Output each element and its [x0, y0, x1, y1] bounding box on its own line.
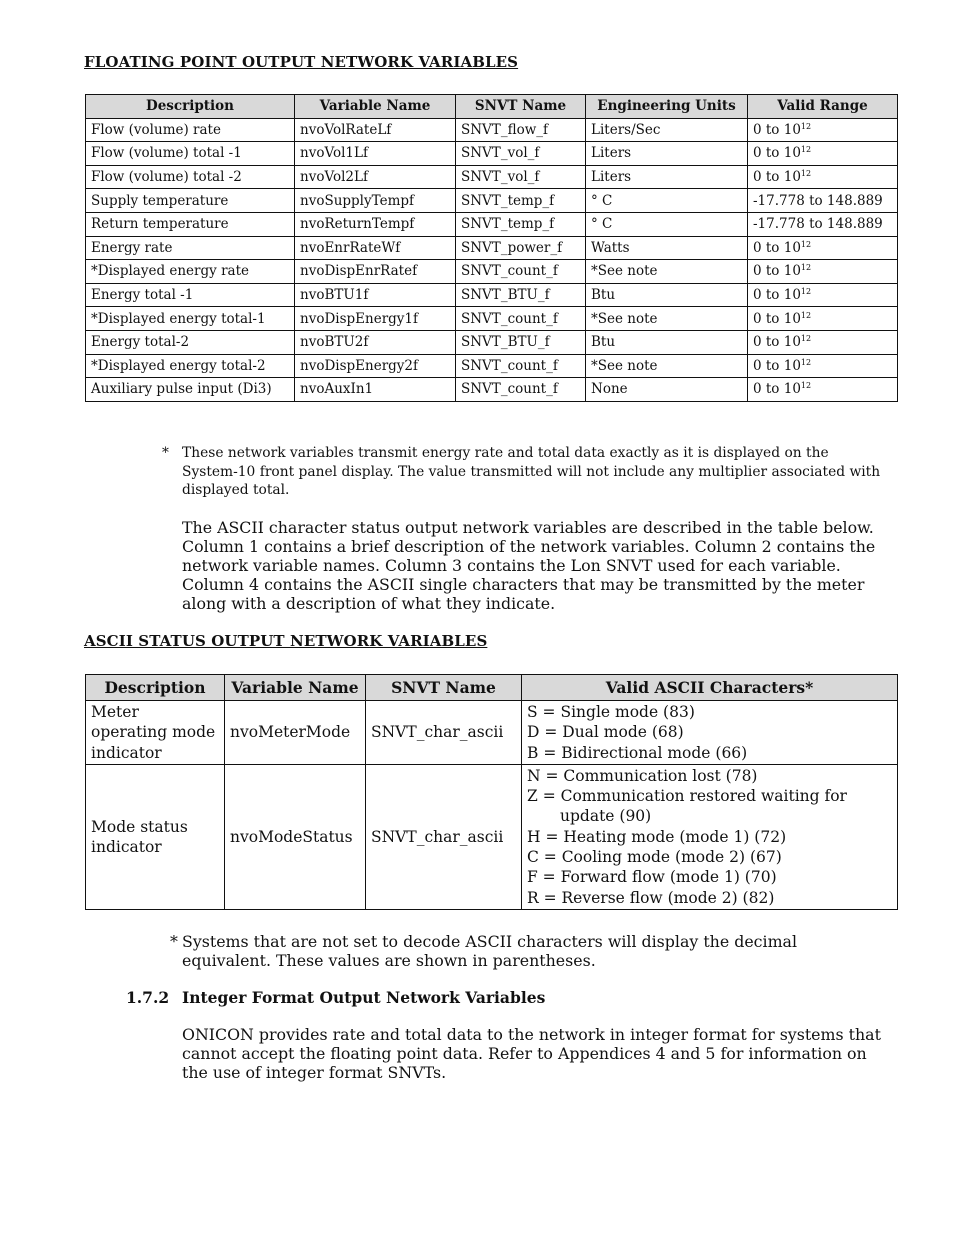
float-section-heading: FLOATING POINT OUTPUT NETWORK VARIABLES [84, 53, 519, 71]
ascii-section-heading: ASCII STATUS OUTPUT NETWORK VARIABLES [84, 632, 488, 650]
description-cell: *Displayed energy total-2 [86, 354, 295, 378]
column-header: SNVT Name [366, 675, 522, 701]
footnote-text: Systems that are not set to decode ASCII characters will display the decimal equivalent. These values are shown in parentheses. [182, 932, 798, 970]
engineering-units-cell: *See note [586, 307, 748, 331]
valid-range-cell [748, 307, 898, 331]
valid-range-cell [748, 212, 898, 236]
table-row [86, 165, 898, 189]
table-row [86, 118, 898, 142]
variable-name-cell: nvoReturnTempf [295, 212, 456, 236]
table-row [86, 260, 898, 284]
valid-range-cell [748, 236, 898, 260]
ascii-character-item: B = Bidirectional mode (66) [527, 743, 748, 762]
range-value: -17.778 to 148.889 [753, 192, 883, 209]
range-exponent: 12 [800, 381, 812, 391]
variable-name-cell: nvoDispEnergy1f [295, 307, 456, 331]
table-row [86, 283, 898, 307]
table-row [86, 330, 898, 354]
valid-characters-cell [522, 701, 898, 765]
engineering-units-cell: Btu [586, 283, 748, 307]
table-row [86, 189, 898, 213]
snvt-name-cell: SNVT_vol_f [456, 142, 586, 166]
valid-characters-cell [522, 764, 898, 909]
range-value: 0 to 10 [753, 263, 801, 280]
valid-range-cell [748, 283, 898, 307]
description-cell: Energy total -1 [86, 283, 295, 307]
valid-range-cell [748, 189, 898, 213]
engineering-units-cell: ° C [586, 189, 748, 213]
column-header: Description [86, 675, 225, 701]
snvt-name-cell: SNVT_char_ascii [366, 701, 522, 765]
variable-name-cell: nvoBTU2f [295, 330, 456, 354]
snvt-name-cell: SNVT_count_f [456, 354, 586, 378]
snvt-name-cell: SNVT_char_ascii [366, 764, 522, 909]
floating-point-table [85, 94, 898, 402]
range-value: -17.778 to 148.889 [753, 216, 883, 233]
range-value: 0 to 10 [753, 357, 801, 374]
range-value: 0 to 10 [753, 145, 801, 162]
variable-name-cell: nvoSupplyTempf [295, 189, 456, 213]
ascii-intro-paragraph: The ASCII character status output network variables are described in the table below. Column 1 contains a brief description of the network variables. Column 2 contains the network variable names. Column 3 contains the Lon SNVT used for each variable. Column 4 contains the ASCII single characters that may be transmitted by the meter along with a description of what they indicate. [182, 518, 876, 613]
ascii-character-item: D = Dual mode (68) [527, 723, 684, 742]
footnote-asterisk: * [170, 932, 178, 951]
description-cell: Supply temperature [86, 189, 295, 213]
section-number: 1.7.2 [126, 988, 170, 1007]
ascii-character-item: Z = Communication restored waiting for [527, 787, 847, 806]
range-exponent: 12 [800, 334, 812, 344]
variable-name-cell: nvoDispEnergy2f [295, 354, 456, 378]
variable-name-cell: nvoBTU1f [295, 283, 456, 307]
range-value: 0 to 10 [753, 310, 801, 327]
column-header: Valid ASCII Characters* [522, 675, 898, 701]
description-cell: Flow (volume) rate [86, 118, 295, 142]
ascii-character-item: S = Single mode (83) [527, 703, 695, 721]
description-cell: Flow (volume) total -2 [86, 165, 295, 189]
column-header: Valid Range [748, 95, 898, 119]
valid-range-cell [748, 330, 898, 354]
table-row [86, 764, 898, 909]
valid-range-cell [748, 260, 898, 284]
column-header: Variable Name [225, 675, 366, 701]
column-header: Description [86, 95, 295, 119]
engineering-units-cell: Liters [586, 142, 748, 166]
range-value: 0 to 10 [753, 334, 801, 351]
variable-name-cell: nvoModeStatus [225, 764, 366, 909]
snvt-name-cell: SNVT_vol_f [456, 165, 586, 189]
snvt-name-cell: SNVT_temp_f [456, 189, 586, 213]
description-cell: *Displayed energy total-1 [86, 307, 295, 331]
engineering-units-cell: Btu [586, 330, 748, 354]
snvt-name-cell: SNVT_BTU_f [456, 330, 586, 354]
table-row [86, 354, 898, 378]
snvt-name-cell: SNVT_count_f [456, 378, 586, 402]
snvt-name-cell: SNVT_flow_f [456, 118, 586, 142]
variable-name-cell: nvoMeterMode [225, 701, 366, 765]
section-body-paragraph: ONICON provides rate and total data to the network in integer format for systems that cannot accept the floating point data. Refer to Appendices 4 and 5 for information on the use of integer format SNVTs. [182, 1025, 881, 1082]
range-value: 0 to 10 [753, 287, 801, 304]
variable-name-cell: nvoVol2Lf [295, 165, 456, 189]
range-exponent: 12 [800, 287, 812, 297]
ascii-status-table [85, 674, 898, 910]
snvt-name-cell: SNVT_temp_f [456, 212, 586, 236]
table-row [86, 212, 898, 236]
note-text: These network variables transmit energy rate and total data exactly as it is displayed on the System-10 front panel display. The value transmitted will not include any multiplier associated with displayed total. [182, 445, 881, 499]
range-exponent: 12 [800, 357, 812, 367]
table-row [86, 307, 898, 331]
range-exponent: 12 [800, 145, 812, 155]
engineering-units-cell: *See note [586, 354, 748, 378]
float-table-note [162, 444, 882, 500]
ascii-character-item: update (90) [560, 807, 652, 826]
description-cell: Mode status indicator [86, 764, 225, 909]
range-exponent: 12 [800, 169, 812, 179]
valid-range-cell [748, 165, 898, 189]
description-cell: Energy rate [86, 236, 295, 260]
variable-name-cell: nvoVolRateLf [295, 118, 456, 142]
ascii-table-footnote [170, 932, 890, 970]
engineering-units-cell: Liters [586, 165, 748, 189]
ascii-character-item: R = Reverse flow (mode 2) (82) [527, 888, 775, 907]
valid-range-cell [748, 378, 898, 402]
description-cell: *Displayed energy rate [86, 260, 295, 284]
snvt-name-cell: SNVT_BTU_f [456, 283, 586, 307]
variable-name-cell: nvoDispEnrRatef [295, 260, 456, 284]
description-cell: Energy total-2 [86, 330, 295, 354]
range-exponent: 12 [800, 239, 812, 249]
range-value: 0 to 10 [753, 239, 801, 256]
engineering-units-cell: *See note [586, 260, 748, 284]
variable-name-cell: nvoVol1Lf [295, 142, 456, 166]
note-asterisk: * [162, 445, 169, 461]
table-header-row [86, 675, 898, 701]
valid-range-cell [748, 142, 898, 166]
description-cell: Return temperature [86, 212, 295, 236]
table-row [86, 142, 898, 166]
column-header: SNVT Name [456, 95, 586, 119]
table-row [86, 236, 898, 260]
description-cell: Auxiliary pulse input (Di3) [86, 378, 295, 402]
ascii-character-item: F = Forward flow (mode 1) (70) [527, 868, 777, 887]
range-exponent: 12 [800, 263, 812, 273]
ascii-character-item: N = Communication lost (78) [527, 766, 758, 785]
valid-range-cell [748, 118, 898, 142]
column-header: Variable Name [295, 95, 456, 119]
section-title: Integer Format Output Network Variables [182, 988, 546, 1007]
variable-name-cell: nvoAuxIn1 [295, 378, 456, 402]
table-header-row [86, 95, 898, 119]
snvt-name-cell: SNVT_count_f [456, 260, 586, 284]
range-value: 0 to 10 [753, 121, 801, 138]
engineering-units-cell: None [586, 378, 748, 402]
range-exponent: 12 [800, 310, 812, 320]
engineering-units-cell: ° C [586, 212, 748, 236]
snvt-name-cell: SNVT_power_f [456, 236, 586, 260]
range-value: 0 to 10 [753, 381, 801, 398]
range-value: 0 to 10 [753, 169, 801, 186]
engineering-units-cell: Liters/Sec [586, 118, 748, 142]
range-exponent: 12 [800, 121, 812, 131]
ascii-character-item: C = Cooling mode (mode 2) (67) [527, 848, 782, 867]
variable-name-cell: nvoEnrRateWf [295, 236, 456, 260]
engineering-units-cell: Watts [586, 236, 748, 260]
table-row [86, 378, 898, 402]
description-cell: Meter operating mode indicator [86, 701, 225, 765]
snvt-name-cell: SNVT_count_f [456, 307, 586, 331]
column-header: Engineering Units [586, 95, 748, 119]
table-row [86, 701, 898, 765]
description-cell: Flow (volume) total -1 [86, 142, 295, 166]
valid-range-cell [748, 354, 898, 378]
ascii-character-item: H = Heating mode (mode 1) (72) [527, 827, 787, 846]
